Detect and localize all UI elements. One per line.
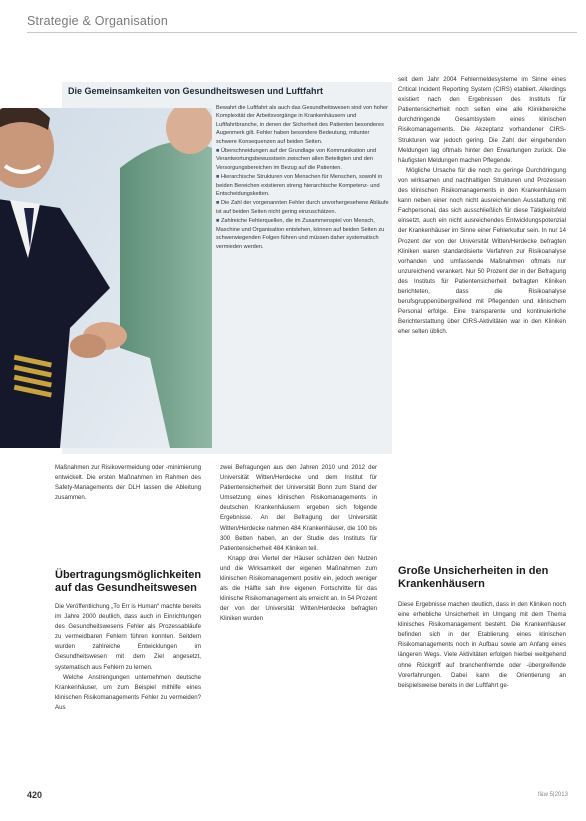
section-heading: Große Unsicherheiten in den Krankenhäusern (398, 565, 549, 590)
column-3-continued (398, 600, 566, 691)
publication-brand: f&w 5|2013 (538, 792, 568, 798)
info-box-bullet: ■ Zahlreiche Fehlerquellen, die im Zusammenspiel von Mensch, Maschine und Organisation entstehen, können auf beiden Seiten zu schwerwiegenden Folgen führen und müssen daher systematisch vermieden werden. (216, 217, 390, 251)
info-box-intro: Bewahrt die Luftfahrt als auch das Gesundheitswesen sind von hoher Komplexität der Arbeitsvorgänge in Krankenhäusern und Luftfahrtbranche, in denen der Sicherheit des Patienten besonderes Augenmerk gilt. Fehler haben besondere Bedeutung, mitunter schwere Konsequenzen auf beiden Seiten. (216, 105, 388, 145)
paragraph: zwei Befragungen aus den Jahren 2010 und 2012 der Universität Witten/Herdecke und dem Institut für Patientensicherheit der Universität Bonn zum Stand der Umsetzung eines klinischen Risikomanagements in deutschen Krankenhäusern ergeben sich folgende Ergebnisse. An der Befragung der Universität Witten/Herdecke nahmen 484 Krankenhäuser, die 100 bis 300 Betten haben, an der Studie des Instituts für Patientensicherheit 484 Kliniken teil. (220, 464, 377, 552)
paragraph: Diese Ergebnisse machen deutlich, dass in den Kliniken noch eine erhebliche Unsicherheit im Umgang mit dem Thema klinisches Risikomanagement besteht. Die Krankenhäuser befinden sich in der Etablierung eines klinischen Risikomanagements noch in Aufbau sowie am Anfang eines längeren Wegs. Viele Aktivitäten erfolgen hierbei weitgehend ohne Rückgriff auf branchenfremde oder -übergreifende Vorerfahrungen. Dabei kann die Orientierung an beispielsweise bereits in der Luftfahrt ge- (398, 601, 566, 689)
info-box-bullet: ■ Die Zahl der vorgenannten Fehler durch unvorhergesehene Abläufe ist auf beiden Seiten nicht gering einzuschätzen. (216, 199, 390, 216)
section-label: Strategie & Organisation (27, 14, 168, 28)
column-3 (398, 75, 566, 337)
column-1-continued (55, 602, 201, 713)
column-1 (55, 463, 201, 503)
info-box-title: Die Gemeinsamkeiten von Gesundheitswesen und Luftfahrt (68, 86, 324, 96)
paragraph: Die Veröffentlichung „To Err is Human“ machte bereits im Jahre 2000 deutlich, dass auch in Einrichtungen des Gesundheitswesens Fehler als Prozessabläufe zu vermeidbaren Fehlern führen konnten. Seitdem wurden zahlreiche Entwicklungen im Gesundheitswesen mit dem Ziel angesetzt, systematisch aus Fehlern zu lernen. (55, 603, 201, 671)
page-number: 420 (27, 790, 43, 800)
paragraph: Mögliche Ursache für die noch zu geringe Durchdringung von wirksamen und nachhaltigen Strukturen und Prozessen des klinischen Risikomanagements in den Krankenhäusern kann neben einer noch nicht ausreichenden Ausstattung mit Fachpersonal, das sich ausschließlich für diese Tätigkeitsfeld einsetzt, auch ein nicht ausreichendes Entwicklungspotenzial der Krankenhäuser im Sinne einer Fehlerkultur sein. In nur 14 Prozent der von der Universität Witten/Herdecke befragten Kliniken waren standardisierte Verfahren zur Risikoanalyse vorhanden und umfassende Maßnahmen oftmals nur unzureichend verankert. Nur 50 Prozent der in der Befragung des Instituts für Patientensicherheit befragten Kliniken berichteten, dass die Risikoanalyse berufsgruppenübergreifend mit Pflegenden und klinischem Personal erfolge. Eine transparente und kontinuierliche Berichterstattung über CIRS-Aktivitäten war in den Kliniken eher selten üblich. (398, 166, 566, 336)
info-box-bullet: ■ Überschneidungen auf der Grundlage von Kommunikation und Verantwortungsbewusstsein zwischen allen Beteiligten und den Versorgungsbereichen im Bezug auf die Patienten. (216, 147, 390, 172)
column-2 (220, 463, 377, 625)
section-heading: Übertragungsmöglichkeiten auf das Gesundheitswesen (55, 569, 202, 594)
paragraph: seit dem Jahr 2004 Fehlermeldesysteme im Sinne eines Critical Incident Reporting System (CIRS) etabliert. Allerdings existiert nach den Ergebnissen des Instituts für Patientensicherheit noch selten eine alle Klinikbereiche durchdringende Gesamtsystem eines klinischen Risikomanagements. Die Akzeptanz vorhandener CIRS-Strukturen war jedoch gering. Die Zahl der eingehenden Meldungen lag oftmals hinter den Erwartungen zurück. Die häufigsten Meldungen machen Pflegende. (398, 76, 566, 164)
info-box-bullet: ■ Hierarchische Strukturen von Menschen für Menschen, sowohl in beiden Bereichen existieren streng hierarchische Kompetenz- und Entscheidungsketten. (216, 173, 390, 198)
paragraph: Knapp drei Viertel der Häuser schätzen den Nutzen und die Wirksamkeit der eigenen Maßnahmen zum klinischen Risikomanagement positiv ein, jedoch weniger als die Hälfte sah ihre eigenen Fortschritte für das klinische Risikomanagement als erreicht an. In 54 Prozent der von der Universität Witten/Herdecke befragten Kliniken wurden (220, 554, 377, 623)
header-rule (27, 32, 577, 33)
paragraph: Maßnahmen zur Risikovermeidung oder -minimierung entwickelt. Die ersten Maßnahmen im Rahmen des Safety-Managements der DLH lassen die Ableitung zusammen. (55, 464, 201, 502)
handshake-photo (0, 108, 212, 448)
paragraph: Welche Anstrengungen unternehmen deutsche Krankenhäuser, um zum Beispiel mithilfe eines klinischen Risikomanagements Fehler zu vermeiden? Aus (55, 673, 201, 711)
handshake-illustration (0, 108, 212, 448)
info-box-text (216, 104, 390, 251)
